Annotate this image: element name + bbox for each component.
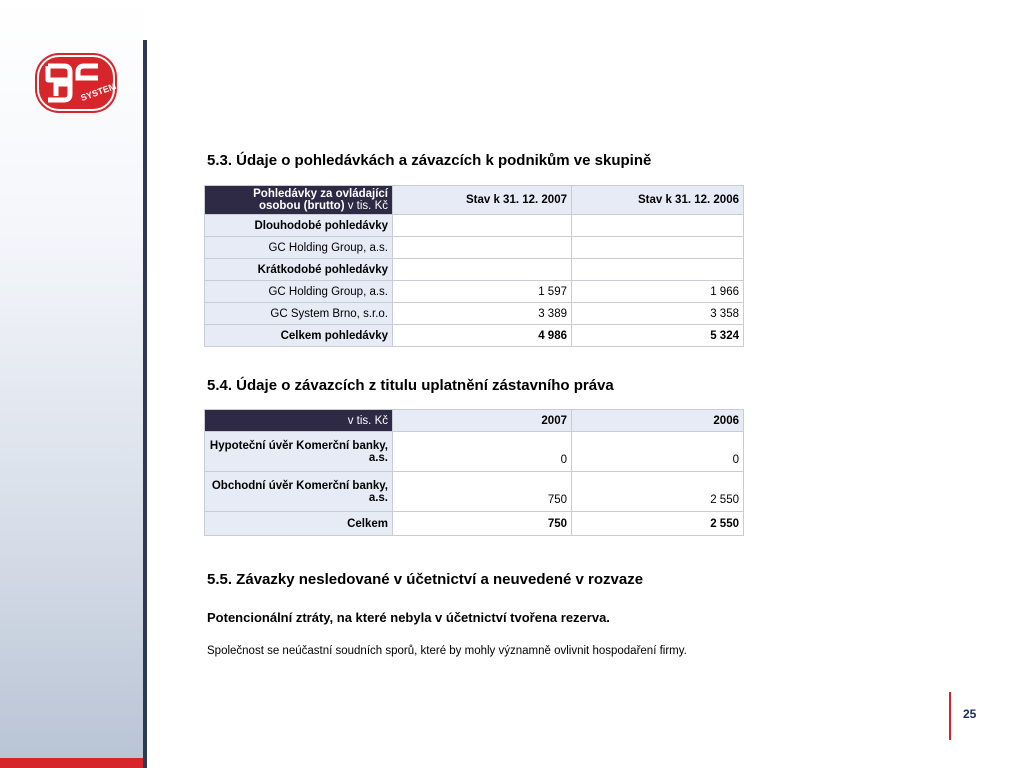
value-2006: 5 324 bbox=[572, 325, 744, 347]
row-label: Dlouhodobé pohledávky bbox=[205, 215, 393, 237]
subheading: Potencionální ztráty, na které nebyla v účetnictví tvořena rezerva. bbox=[207, 610, 610, 625]
table-header-row bbox=[205, 410, 744, 432]
table-row bbox=[205, 472, 744, 512]
value-2007: 750 bbox=[393, 512, 572, 536]
value-2007 bbox=[393, 237, 572, 259]
value-2007 bbox=[393, 259, 572, 281]
value-2007 bbox=[393, 215, 572, 237]
table-total-row bbox=[205, 512, 744, 536]
table-row bbox=[205, 215, 744, 237]
header-2007: Stav k 31. 12. 2007 bbox=[393, 186, 572, 215]
header-label: v tis. Kč bbox=[205, 410, 393, 432]
row-label: GC Holding Group, a.s. bbox=[205, 237, 393, 259]
value-2007: 0 bbox=[393, 432, 572, 472]
section-5-3-heading: 5.3. Údaje o pohledávkách a závazcích k podnikům ve skupině bbox=[207, 152, 652, 169]
row-label: Krátkodobé pohledávky bbox=[205, 259, 393, 281]
sidebar-red-stripe bbox=[0, 758, 143, 768]
page-number: 25 bbox=[963, 707, 977, 721]
table-header-row bbox=[205, 186, 744, 215]
table-row bbox=[205, 303, 744, 325]
table-row bbox=[205, 237, 744, 259]
value-2006 bbox=[572, 237, 744, 259]
row-label: Hypoteční úvěr Komerční banky, a.s. bbox=[205, 432, 393, 472]
row-label: Celkem pohledávky bbox=[205, 325, 393, 347]
table-total-row bbox=[205, 325, 744, 347]
row-label: GC Holding Group, a.s. bbox=[205, 281, 393, 303]
section-5-5-heading: 5.5. Závazky nesledované v účetnictví a neuvedené v rozvaze bbox=[207, 571, 644, 588]
header-2007: 2007 bbox=[393, 410, 572, 432]
logo-system-text: SYSTEM bbox=[79, 81, 118, 104]
value-2006 bbox=[572, 215, 744, 237]
value-2006: 0 bbox=[572, 432, 744, 472]
header-2006: 2006 bbox=[572, 410, 744, 432]
table-row bbox=[205, 281, 744, 303]
row-label: Celkem bbox=[205, 512, 393, 536]
sidebar-background bbox=[0, 0, 143, 768]
value-2007: 4 986 bbox=[393, 325, 572, 347]
value-2006: 1 966 bbox=[572, 281, 744, 303]
gc-system-logo bbox=[34, 52, 118, 114]
header-label: Pohledávky za ovládající osobou (brutto) v tis. Kč bbox=[205, 186, 393, 215]
value-2007: 3 389 bbox=[393, 303, 572, 325]
row-label: GC System Brno, s.r.o. bbox=[205, 303, 393, 325]
value-2006: 2 550 bbox=[572, 472, 744, 512]
sidebar-divider bbox=[143, 40, 147, 768]
value-2007: 750 bbox=[393, 472, 572, 512]
section-5-4-heading: 5.4. Údaje o závazcích z titulu uplatnění zástavního práva bbox=[207, 377, 614, 394]
body-text: Společnost se neúčastní soudních sporů, které by mohly významně ovlivnit hospodaření firmy. bbox=[207, 645, 687, 657]
receivables-table bbox=[204, 185, 744, 347]
value-2006: 3 358 bbox=[572, 303, 744, 325]
value-2006 bbox=[572, 259, 744, 281]
value-2007: 1 597 bbox=[393, 281, 572, 303]
row-label: Obchodní úvěr Komerční banky, a.s. bbox=[205, 472, 393, 512]
header-2006: Stav k 31. 12. 2006 bbox=[572, 186, 744, 215]
pledge-liabilities-table bbox=[204, 409, 744, 536]
value-2006: 2 550 bbox=[572, 512, 744, 536]
table-row bbox=[205, 432, 744, 472]
table-row bbox=[205, 259, 744, 281]
page-number-divider bbox=[949, 692, 951, 740]
